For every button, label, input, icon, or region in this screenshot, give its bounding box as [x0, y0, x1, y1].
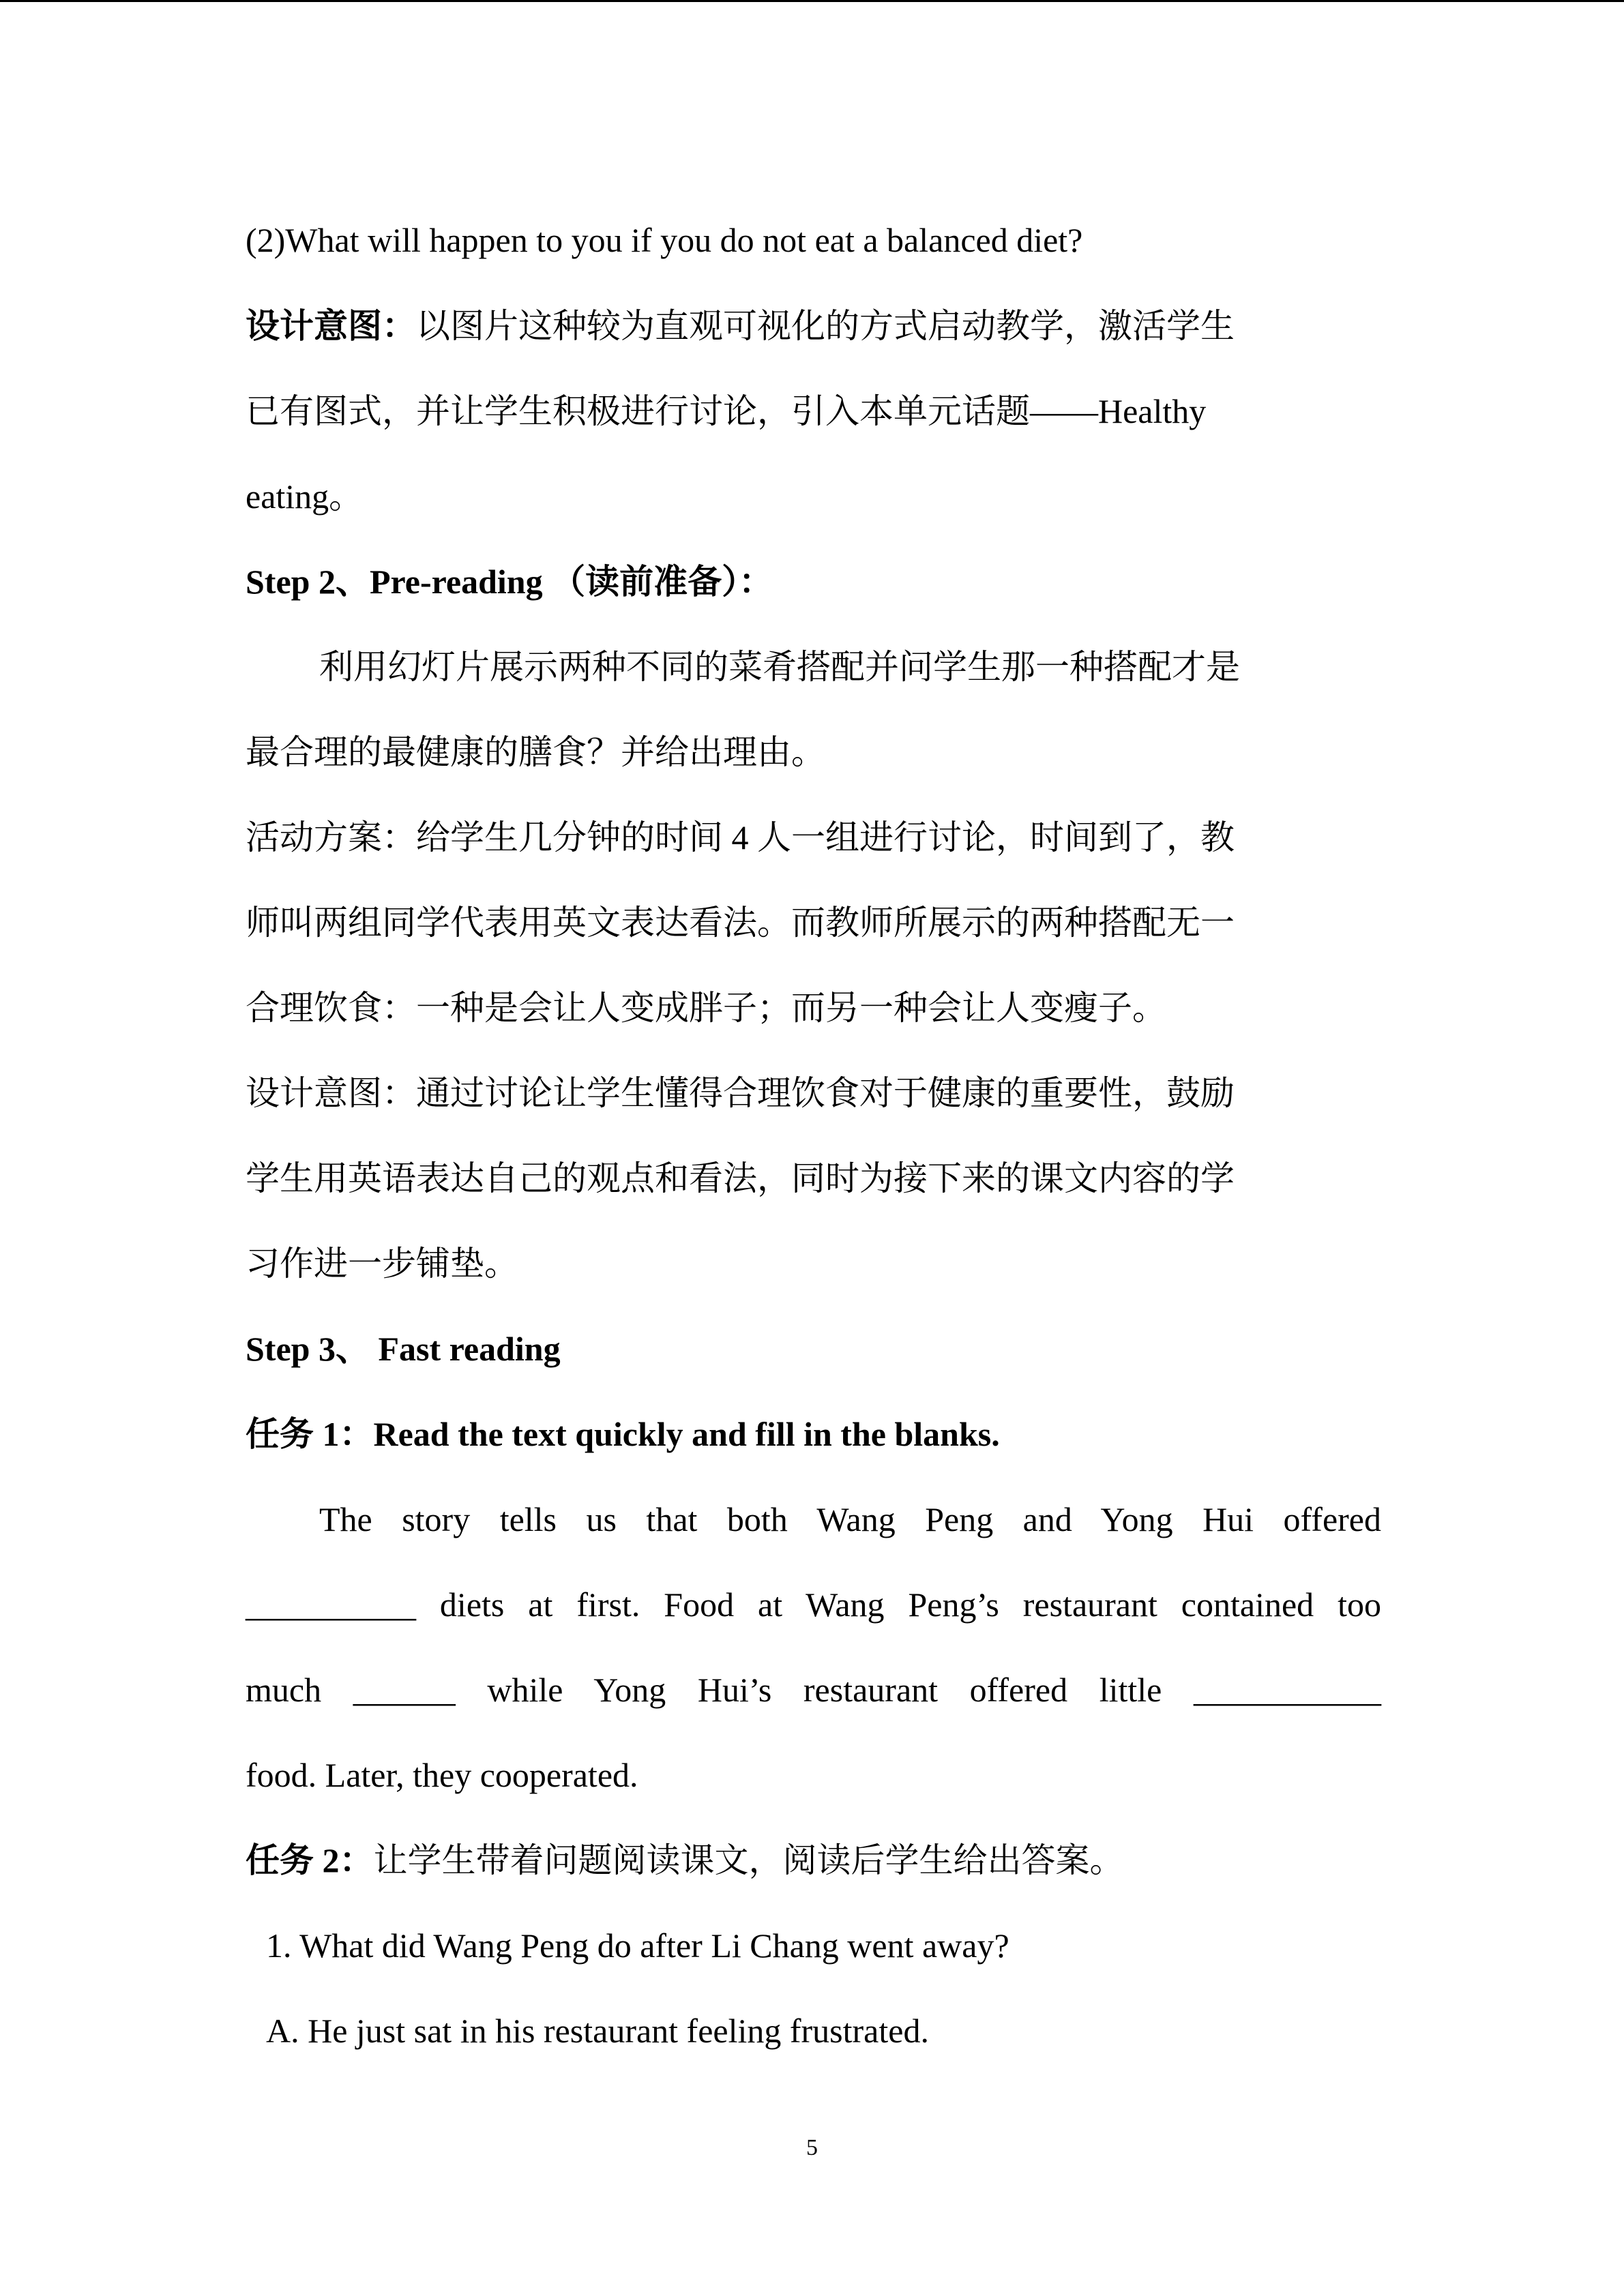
design-intent-1-line-3: eating。 — [246, 477, 364, 516]
task-1-passage-line-2: __________ diets at first. Food at Wang Peng’s restaurant contained too — [246, 1585, 1381, 1624]
design-intent-text: 以图片这种较为直观可视化的方式启动教学，激活学生 — [416, 307, 1235, 345]
task-1-line — [246, 1410, 1381, 1458]
activity-plan-line-1: 活动方案：给学生几分钟的时间 4 人一组进行讨论，时间到了，教 — [246, 818, 1235, 856]
task-2-instruction: 让学生带着问题阅读课文，阅读后学生给出答案。 — [373, 1841, 1124, 1879]
step-2-heading: Step 2、Pre-reading （读前准备）： — [246, 563, 773, 601]
task-1-instruction: Read the text quickly and fill in the blanks. — [373, 1415, 1000, 1453]
task-1-passage-line-1: The story tells us that both Wang Peng and Yong Hui offered — [319, 1500, 1381, 1538]
design-intent-1-line-1 — [246, 302, 1381, 350]
top-border-line — [0, 0, 1624, 2]
activity-plan-line-3: 合理饮食：一种是会让人变成胖子；而另一种会让人变瘦子。 — [246, 989, 1166, 1027]
step-2-paragraph-line-1: 利用幻灯片展示两种不同的菜肴搭配并问学生那一种搭配才是 — [319, 648, 1240, 686]
design-intent-label: 设计意图： — [246, 307, 416, 345]
task-1-passage-line-4: food. Later, they cooperated. — [246, 1756, 638, 1794]
question-2: (2)What will happen to you if you do not eat a balanced diet? — [246, 221, 1083, 259]
design-intent-2-line-1: 设计意图：通过讨论让学生懂得合理饮食对于健康的重要性，鼓励 — [246, 1074, 1235, 1112]
step-2-paragraph-line-2: 最合理的最健康的膳食？并给出理由。 — [246, 733, 825, 771]
design-intent-2-line-2: 学生用英语表达自己的观点和看法，同时为接下来的课文内容的学 — [246, 1159, 1235, 1197]
design-intent-1-line-2: 已有图式，并让学生积极进行讨论，引入本单元话题——Healthy — [246, 392, 1207, 430]
task-1-passage-line-3: much ______ while Yong Hui’s restaurant offered little ___________ — [246, 1671, 1381, 1709]
activity-plan-line-2: 师叫两组同学代表用英文表达看法。而教师所展示的两种搭配无一 — [246, 904, 1235, 942]
task-2-label: 任务 2： — [246, 1841, 374, 1879]
question-1-option-a: A. He just sat in his restaurant feeling frustrated. — [266, 2012, 929, 2050]
task-2-line — [246, 1836, 1381, 1884]
question-1: 1. What did Wang Peng do after Li Chang went away? — [266, 1926, 1009, 1965]
design-intent-2-line-3: 习作进一步铺垫。 — [246, 1244, 518, 1283]
page-number: 5 — [806, 2135, 818, 2160]
task-1-label: 任务 1： — [246, 1415, 374, 1453]
step-3-heading: Step 3、 Fast reading — [246, 1330, 561, 1368]
